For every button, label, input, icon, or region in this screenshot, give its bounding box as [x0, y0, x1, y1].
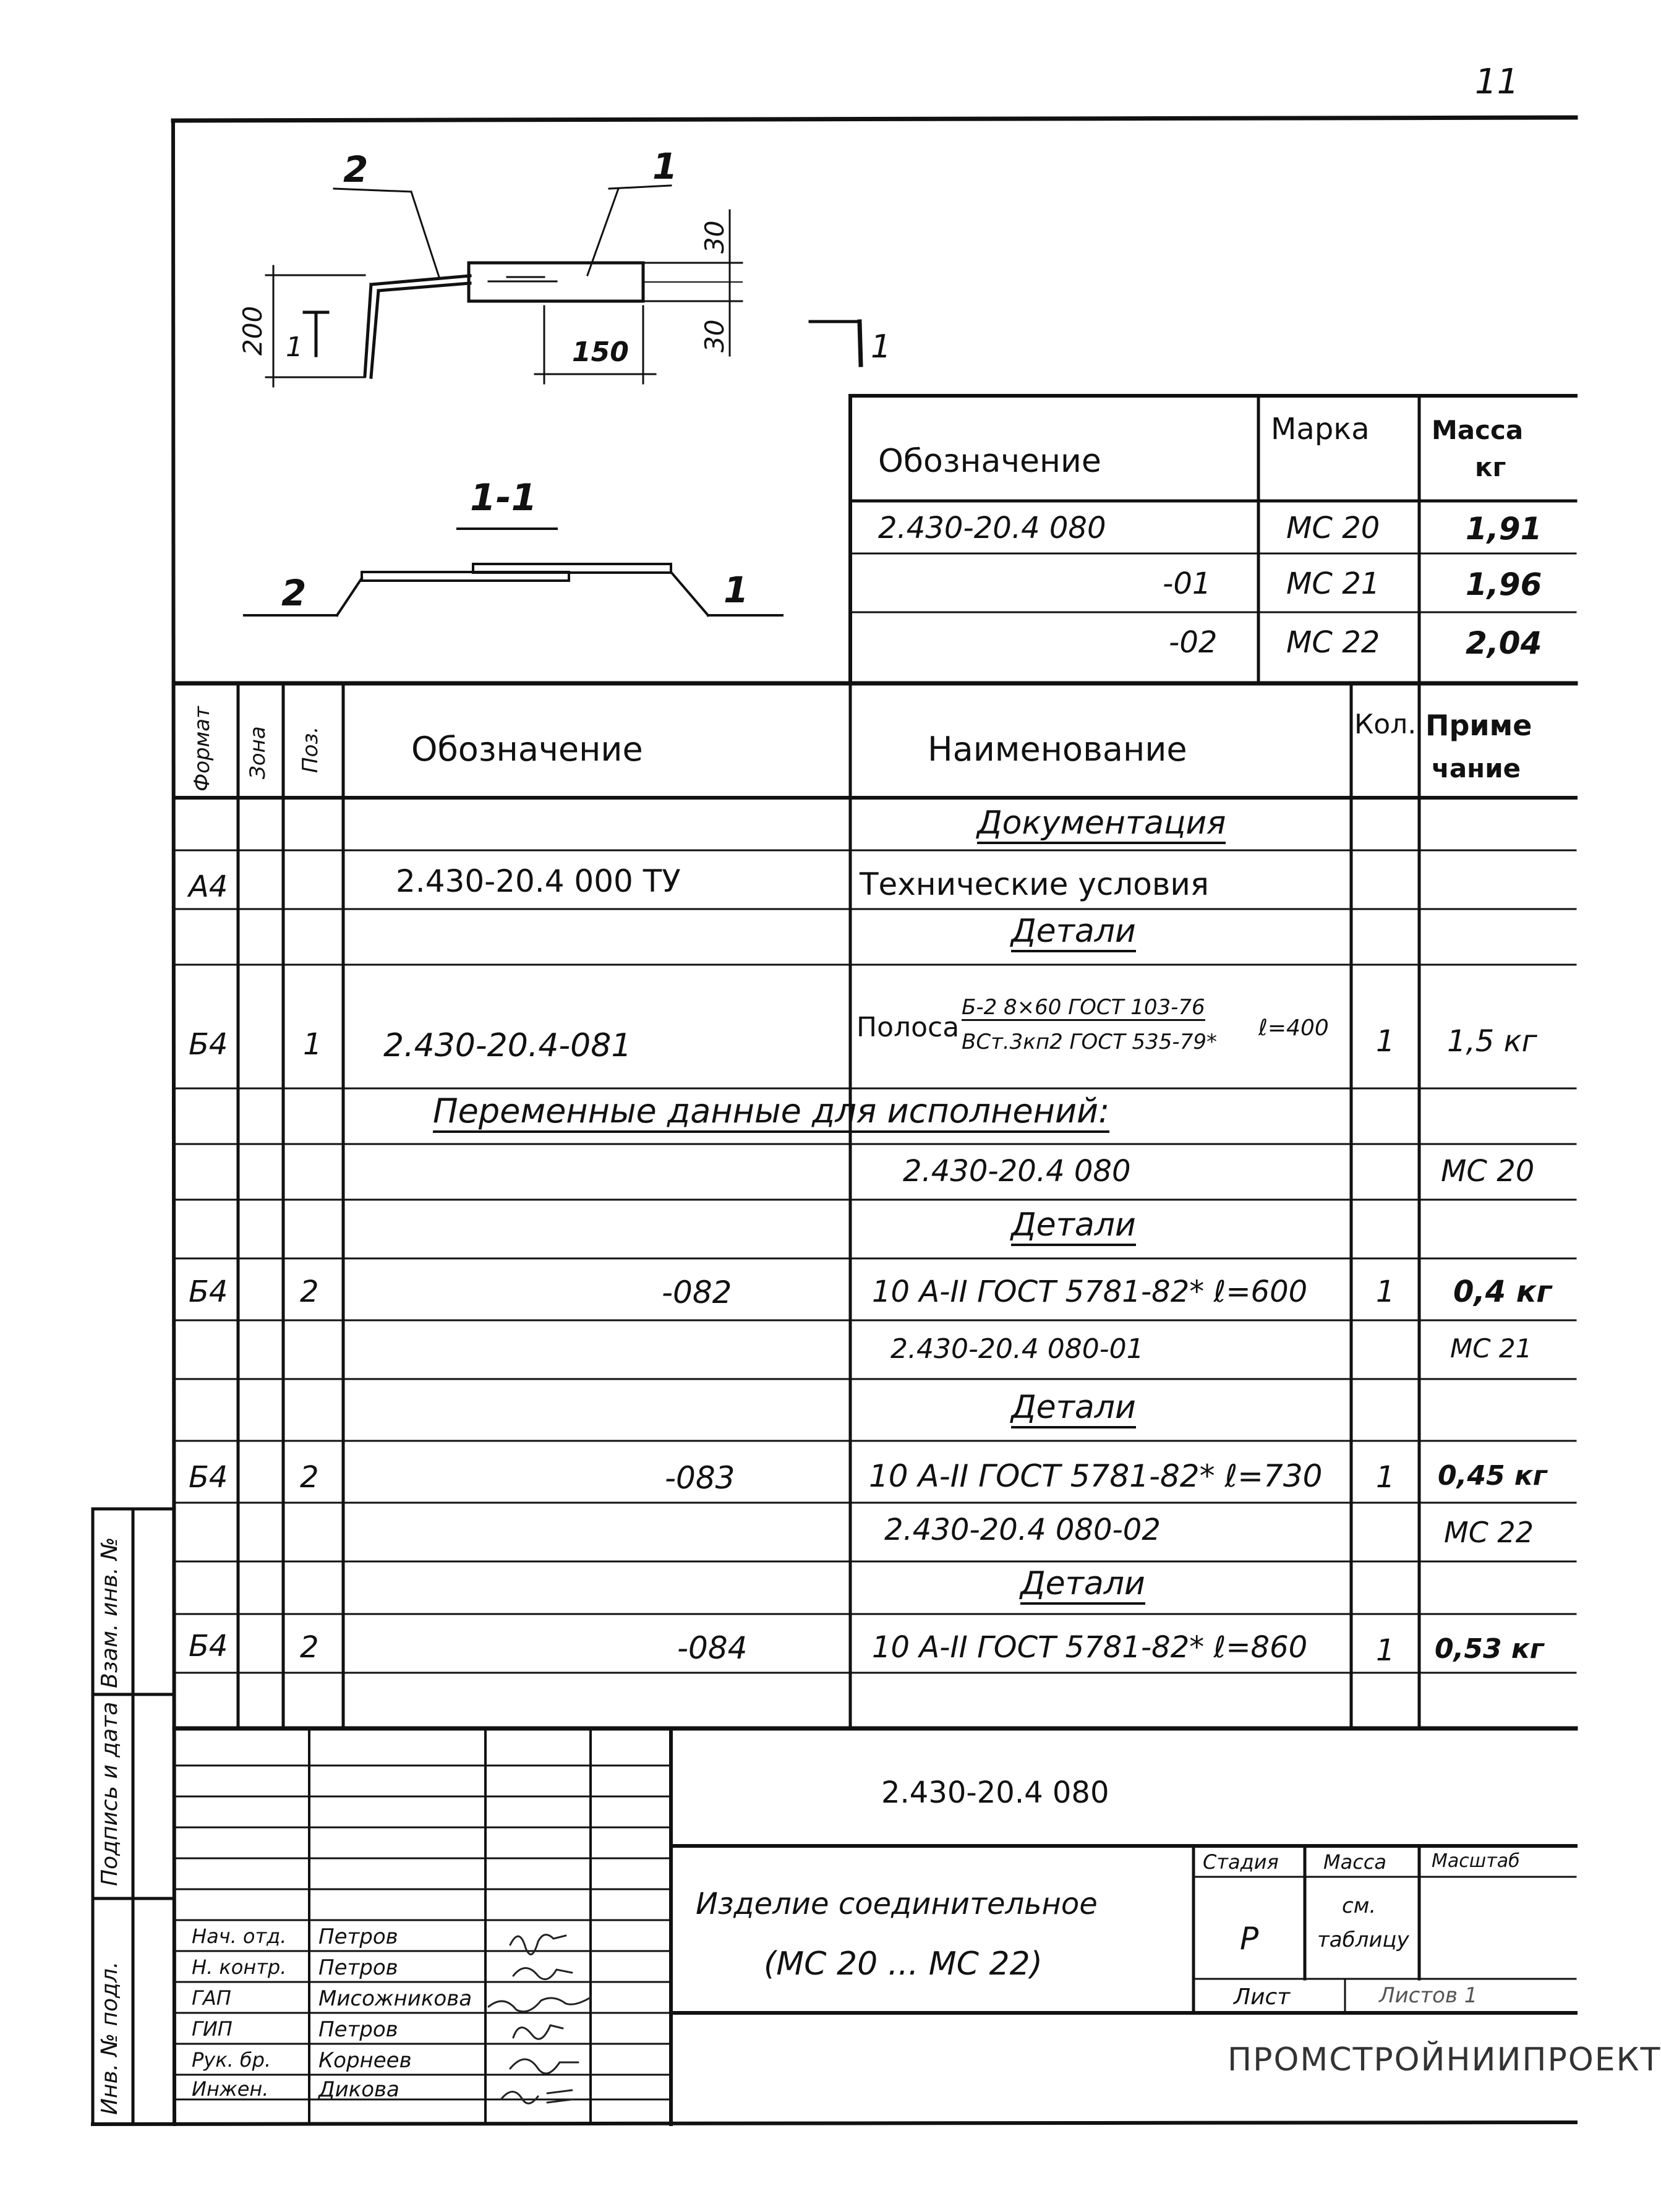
person-role: Н. контр.: [192, 1955, 287, 1979]
section-leader-2: 2: [281, 572, 307, 614]
variant-3-row-note: 0,53 кг: [1435, 1633, 1544, 1665]
spec-header-pos: Поз.: [298, 726, 323, 773]
part-row-note: 1,5 кг: [1447, 1024, 1537, 1059]
title-product-name-2: (МС 20 ... МС 22): [764, 1945, 1043, 1983]
person-name: Петров: [318, 2017, 398, 2042]
variant-row-2-designation: -01: [1163, 566, 1211, 601]
dimension-150: 150: [572, 336, 629, 368]
section-parts-1: Детали: [1011, 915, 1136, 952]
variant-2-row-designation: -083: [665, 1460, 735, 1496]
variant-3-designation: 2.430-20.4 080-02: [884, 1513, 1161, 1547]
title-sheet-label: Лист: [1234, 1984, 1291, 2010]
variant-row-2-mass: 1,96: [1466, 566, 1542, 602]
section-documentation: Документация: [977, 807, 1226, 844]
title-mass-label: Масса: [1323, 1850, 1387, 1874]
variant-3-row-format: Б4: [189, 1629, 228, 1663]
title-stage-value: Р: [1240, 1921, 1259, 1957]
part-row-name-prefix: Полоса: [856, 1012, 960, 1043]
variant-3-row-pos: 2: [300, 1630, 319, 1665]
variant-row-1-designation: 2.430-20.4 080: [878, 511, 1106, 545]
variant-1-row-qty: 1: [1376, 1275, 1395, 1309]
person-name: Мисожникова: [318, 1986, 472, 2011]
part-row-name-suffix: ℓ=400: [1258, 1015, 1329, 1041]
title-stage-label: Стадия: [1203, 1850, 1279, 1874]
sketch-leader-1: 1: [652, 145, 678, 187]
variant-1-row-note: 0,4 кг: [1453, 1275, 1552, 1309]
variants-header-mark: Марка: [1271, 412, 1370, 446]
variant-1-row-designation: -082: [662, 1275, 732, 1310]
variant-row-3-mass: 2,04: [1466, 625, 1542, 661]
variant-3-mark: МС 22: [1444, 1516, 1534, 1549]
variant-row-2-mark: МС 21: [1286, 566, 1380, 601]
person-role: ГИП: [192, 2017, 233, 2041]
variant-2-designation: 2.430-20.4 080-01: [890, 1333, 1144, 1365]
variant-1-row-name: 10 А-ІІ ГОСТ 5781-82* ℓ=600: [872, 1275, 1308, 1309]
variable-data-title: Переменные данные для исполнений:: [433, 1095, 1109, 1133]
variant-2-row-name: 10 А-ІІ ГОСТ 5781-82* ℓ=730: [869, 1458, 1323, 1494]
part-row-name-numerator: Б-2 8×60 ГОСТ 103-76: [962, 995, 1205, 1020]
variant-3-row-designation: -084: [677, 1630, 748, 1666]
person-name: Корнеев: [318, 2048, 412, 2073]
stamp-inv-no-repl: Взам. инв. №: [97, 1537, 122, 1688]
variant-2-row-pos: 2: [300, 1460, 319, 1495]
variant-3-row-qty: 1: [1376, 1633, 1395, 1668]
stamp-inv-no-orig: Инв. № подл.: [97, 1961, 122, 2115]
sketch-leader-2: 2: [343, 148, 369, 190]
person-role: Нач. отд.: [192, 1924, 287, 1948]
variant-row-3-designation: -02: [1169, 625, 1218, 660]
part-row-qty: 1: [1376, 1024, 1395, 1059]
person-name: Дикова: [318, 2077, 399, 2102]
spec-header-designation: Обозначение: [411, 730, 643, 769]
spec-header-note-1: Приме: [1425, 709, 1532, 742]
page-number: 11: [1475, 62, 1519, 102]
dimension-30-bottom: 30: [699, 319, 730, 352]
variants-header-mass: Масса: [1432, 415, 1524, 445]
spec-header-qty: Кол.: [1354, 709, 1417, 740]
spec-header-format: Формат: [190, 706, 215, 792]
variant-2-row-note: 0,45 кг: [1438, 1460, 1547, 1492]
part-row-format: Б4: [189, 1027, 228, 1062]
variant-1-section: Детали: [1011, 1209, 1136, 1246]
variant-2-mark: МС 21: [1450, 1333, 1532, 1364]
person-role: Рук. бр.: [192, 2048, 271, 2072]
person-name: Петров: [318, 1924, 398, 1949]
person-role: Инжен.: [192, 2077, 269, 2101]
variant-row-1-mark: МС 20: [1286, 511, 1380, 545]
doc-row-designation: 2.430-20.4 000 ТУ: [396, 863, 681, 899]
variant-3-section: Детали: [1020, 1568, 1145, 1605]
title-scale-label: Масштаб: [1432, 1850, 1520, 1872]
doc-row-name: Технические условия: [860, 866, 1209, 902]
part-row-name-denominator: ВСт.3кп2 ГОСТ 535-79*: [962, 1030, 1217, 1054]
section-mark-right: 1: [871, 328, 892, 365]
person-role: ГАП: [192, 1986, 231, 2010]
spec-header-zone: Зона: [246, 726, 270, 779]
variant-1-row-format: Б4: [189, 1275, 228, 1309]
section-leader-1: 1: [724, 569, 749, 611]
variant-2-row-format: Б4: [189, 1460, 228, 1495]
variant-1-designation: 2.430-20.4 080: [903, 1154, 1131, 1189]
title-sheets-label: Листов 1: [1379, 1983, 1478, 2008]
title-organization: ПРОМСТРОЙНИИПРОЕКТ: [1228, 2041, 1661, 2078]
spec-header-name: Наименование: [928, 730, 1187, 769]
title-document-code: 2.430-20.4 080: [881, 1775, 1109, 1810]
variants-header-designation: Обозначение: [878, 443, 1101, 480]
title-mass-value-1: см.: [1342, 1894, 1377, 1918]
spec-header-note-2: чание: [1432, 753, 1521, 784]
dimension-200: 200: [237, 305, 268, 356]
variant-row-3-mark: МС 22: [1286, 625, 1380, 660]
title-mass-value-2: таблицу: [1317, 1928, 1409, 1952]
variant-2-section: Детали: [1011, 1391, 1136, 1428]
variant-row-1-mass: 1,91: [1466, 511, 1542, 547]
section-mark-left: 1: [286, 331, 303, 363]
part-row-pos: 1: [303, 1027, 322, 1062]
doc-row-format: А4: [189, 869, 228, 904]
variant-1-row-pos: 2: [300, 1275, 319, 1309]
stamp-sign-date: Подпись и дата: [97, 1701, 122, 1886]
variant-3-row-name: 10 А-ІІ ГОСТ 5781-82* ℓ=860: [872, 1630, 1308, 1665]
title-product-name-1: Изделие соединительное: [696, 1887, 1098, 1921]
part-row-designation: 2.430-20.4-081: [383, 1027, 632, 1064]
variant-1-mark: МС 20: [1441, 1154, 1535, 1189]
person-name: Петров: [318, 1955, 398, 1980]
section-title: 1-1: [470, 476, 537, 519]
variant-2-row-qty: 1: [1376, 1460, 1395, 1495]
variants-header-mass-unit: кг: [1475, 452, 1506, 482]
dimension-30-top: 30: [699, 220, 730, 254]
